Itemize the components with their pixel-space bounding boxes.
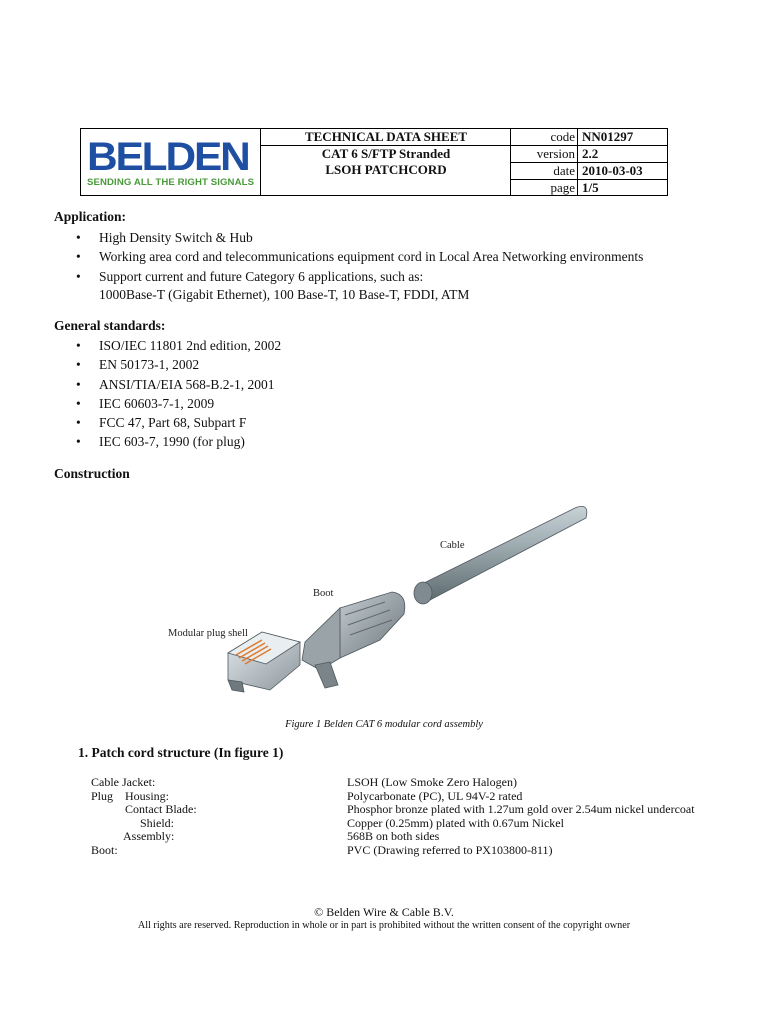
list-item: • EN 50173-1, 2002 <box>76 357 200 373</box>
figure-label-cable: Cable <box>440 540 465 551</box>
list-item: • ANSI/TIA/EIA 568-B.2-1, 2001 <box>76 376 275 392</box>
doc-title-line-2: CAT 6 S/FTP Stranded <box>321 146 451 161</box>
figure-label-boot: Boot <box>313 588 334 599</box>
figure-label-plug: Modular plug shell <box>168 628 248 639</box>
list-item-text: IEC 603-7, 1990 (for plug) <box>99 434 245 450</box>
structure-label: Cable Jacket: <box>91 775 156 789</box>
standards-list <box>54 336 281 452</box>
list-item-continuation: 1000Base-T (Gigabit Ethernet), 100 Base-T, 10 Base-T, FDDI, ATM <box>99 286 470 302</box>
list-item: • Support current and future Category 6 applications, such as: 1000Base-T (Gigabit Ethernet), 100 Base-T, 10 Base-T, FDDI, ATM <box>54 267 643 303</box>
list-item: • IEC 60603-7-1, 2009 <box>76 395 215 411</box>
footer-rights: All rights are reserved. Reproduction in whole or in part is prohibited without the written consent of the copyright owner <box>137 920 631 931</box>
figure-caption: Figure 1 Belden CAT 6 modular cord assembly <box>285 719 483 730</box>
list-item: • High Density Switch & Hub <box>76 230 253 245</box>
meta-value-code: NN01297 <box>582 129 634 144</box>
doc-title-line-1: TECHNICAL DATA SHEET <box>304 129 468 144</box>
modular-plug-icon <box>228 632 300 692</box>
application-list <box>54 228 643 303</box>
logo-tagline: SENDING ALL THE RIGHT SIGNALS <box>87 177 255 188</box>
list-item-text: EN 50173-1, 2002 <box>99 357 200 373</box>
list-item: • ISO/IEC 11801 2nd edition, 2002 <box>76 338 282 353</box>
list-item-text: Support current and future Category 6 applications, such as: <box>99 268 424 284</box>
list-item-text: IEC 60603-7-1, 2009 <box>99 395 215 411</box>
list-item-text: Working area cord and telecommunications equipment cord in Local Area Networking environments <box>99 249 644 265</box>
cord-assembly-figure <box>0 490 768 715</box>
application-heading: Application: <box>54 209 127 224</box>
structure-value: Copper (0.25mm) plated with 0.67um Nickel <box>347 816 564 830</box>
list-item-text: ISO/IEC 11801 2nd edition, 2002 <box>99 338 282 353</box>
list-item: • IEC 603-7, 1990 (for plug) <box>76 434 245 450</box>
list-item-text: ANSI/TIA/EIA 568-B.2-1, 2001 <box>99 376 275 392</box>
meta-value-date: 2010-03-03 <box>582 163 643 178</box>
list-item: • Working area cord and telecommunications equipment cord in Local Area Networking environments <box>76 249 644 265</box>
structure-value: LSOH (Low Smoke Zero Halogen) <box>347 775 517 789</box>
standards-heading: General standards: <box>54 318 166 333</box>
list-item: • FCC 47, Part 68, Subpart F <box>76 415 247 431</box>
meta-value-page: 1/5 <box>582 180 599 195</box>
structure-value: PVC (Drawing referred to PX103800-811) <box>347 843 553 857</box>
meta-label-page: page <box>550 180 575 195</box>
structure-value: Phosphor bronze plated with 1.27um gold over 2.54um nickel undercoat <box>347 802 695 816</box>
meta-label-version: version <box>536 146 575 161</box>
structure-value: Polycarbonate (PC), UL 94V-2 rated <box>347 789 523 803</box>
meta-label-code: code <box>550 129 575 144</box>
structure-heading: 1. Patch cord structure (In figure 1) <box>78 745 284 760</box>
construction-heading: Construction <box>54 466 130 481</box>
header-table <box>80 128 668 196</box>
structure-value: 568B on both sides <box>347 829 440 843</box>
meta-value-version: 2.2 <box>582 146 599 161</box>
structure-label: Shield: <box>140 816 175 830</box>
list-item-text: High Density Switch & Hub <box>99 230 253 245</box>
structure-label: Assembly: <box>123 829 175 843</box>
meta-label-date: date <box>553 163 575 178</box>
footer-copyright: © Belden Wire & Cable B.V. <box>314 905 454 919</box>
structure-label: Contact Blade: <box>125 802 197 816</box>
cable-icon <box>414 506 587 604</box>
boot-icon <box>302 592 405 688</box>
logo-wordmark: BELDEN <box>87 135 249 179</box>
belden-logo <box>87 137 259 187</box>
doc-title-line-3: LSOH PATCHCORD <box>325 162 447 177</box>
structure-label: Plug Housing: <box>91 789 170 803</box>
list-item-text: FCC 47, Part 68, Subpart F <box>99 415 247 431</box>
structure-label: Boot: <box>91 843 118 857</box>
